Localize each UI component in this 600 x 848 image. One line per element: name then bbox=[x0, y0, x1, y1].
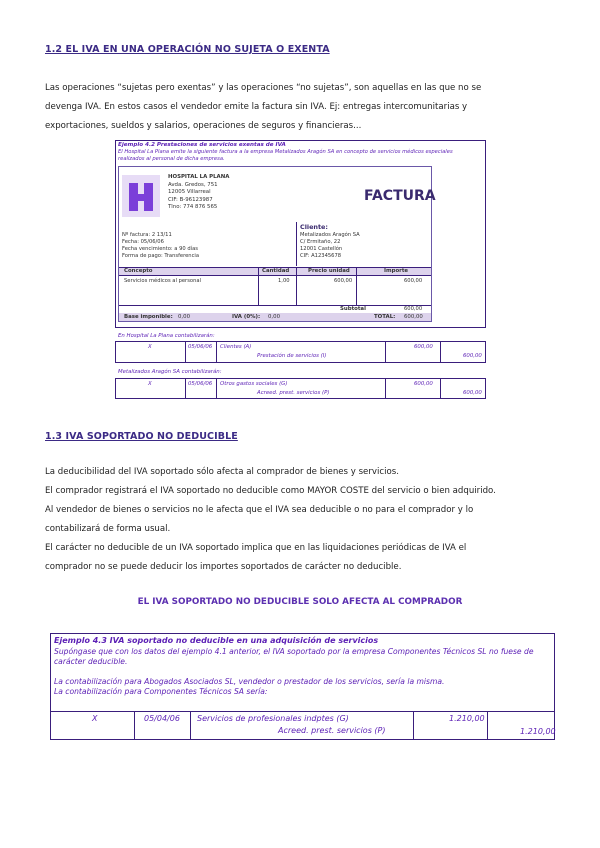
col-cantidad: Cantidad bbox=[262, 268, 290, 274]
hospital-logo-icon bbox=[122, 175, 160, 217]
text-line: carácter deducible. bbox=[54, 657, 128, 666]
ledger1-debit-amount: 600,00 bbox=[414, 344, 433, 350]
meta-line: Fecha: 05/06/06 bbox=[122, 239, 164, 245]
para-line: contabilizará de forma usual. bbox=[45, 524, 171, 534]
issuer-line: Tlno: 774 876 565 bbox=[168, 204, 218, 210]
row-concept: Servicios médicos al personal bbox=[124, 278, 201, 284]
col-precio: Precio unidad bbox=[308, 268, 350, 274]
text-line: La contabilización para Componentes Técnicos SA sería: bbox=[54, 687, 268, 696]
row-price: 600,00 bbox=[334, 278, 353, 284]
client-line: C/ Ermitaño, 22 bbox=[300, 239, 341, 245]
example-4-3-text bbox=[54, 647, 552, 697]
section-title-1-3: 1.3 IVA SOPORTADO NO DEDUCIBLE bbox=[45, 431, 238, 442]
base-value: 0,00 bbox=[178, 314, 191, 320]
ledger2-debit-account: Otros gastos sociales (G) bbox=[220, 381, 288, 387]
ledger2-credit-account: Acreed. prest. servicios (P) bbox=[257, 390, 330, 396]
example-4-2-heading: Ejemplo 4.2 Prestaciones de servicios exentas de IVA bbox=[118, 142, 286, 148]
para-line: El carácter no deducible de un IVA soportado implica que en las liquidaciones periódicas de IVA el bbox=[45, 543, 467, 553]
ledger1-date: 05/06/06 bbox=[188, 344, 213, 350]
divider bbox=[185, 378, 186, 399]
ledger3-debit-amount: 1.210,00 bbox=[449, 714, 485, 723]
divider bbox=[385, 378, 386, 399]
divider bbox=[134, 711, 135, 740]
ledger1-caption: En Hospital La Plana contabilizarán: bbox=[118, 333, 215, 339]
iva-label: IVA (0%): bbox=[232, 314, 261, 320]
ledger2-x: X bbox=[148, 381, 152, 387]
para-line: Las operaciones “sujetas pero exentas” y las operaciones “no sujetas”, son aquellas en las que no se bbox=[45, 83, 482, 93]
ledger1-credit-amount: 600,00 bbox=[463, 353, 482, 359]
intro-line: realizados al personal de dicha empresa. bbox=[118, 156, 225, 162]
text-line: Supóngase que con los datos del ejemplo 4.1 anterior, el IVA soportado por la empresa Componentes Técnicos SL no fuese de bbox=[54, 647, 534, 656]
client-divider bbox=[296, 222, 297, 266]
ledger1-x: X bbox=[148, 344, 152, 350]
subtotal-value: 600,00 bbox=[404, 306, 423, 312]
example-4-2-intro bbox=[118, 149, 453, 163]
client-line: Metalizados Aragón SA bbox=[300, 232, 360, 238]
spacer bbox=[54, 667, 552, 677]
ledger3-debit-account: Servicios de profesionales indptes (G) bbox=[197, 714, 349, 723]
issuer-block bbox=[168, 174, 229, 212]
divider bbox=[216, 341, 217, 363]
section-title-1-2: 1.2 EL IVA EN UNA OPERACIÓN NO SUJETA O EXENTA bbox=[45, 44, 330, 55]
ledger1-debit-account: Clientes (A) bbox=[220, 344, 252, 350]
invoice-meta bbox=[122, 232, 199, 260]
para-line: El comprador registrará el IVA soportado no deducible como MAYOR COSTE del servicio o bien adquirido. bbox=[45, 486, 496, 496]
example-4-3-heading: Ejemplo 4.3 IVA soportado no deducible en una adquisición de servicios bbox=[54, 636, 379, 645]
ledger2-credit-amount: 600,00 bbox=[463, 390, 482, 396]
divider bbox=[385, 341, 386, 363]
total-value: 600,00 bbox=[404, 314, 423, 320]
row-amount: 600,00 bbox=[404, 278, 423, 284]
issuer-line: 12005 Villarreal bbox=[168, 189, 211, 195]
ledger3-date: 05/04/06 bbox=[144, 714, 180, 723]
client-line: 12001 Castellón bbox=[300, 246, 343, 252]
para-line: exportaciones, sueldos y salarios, operaciones de seguros y financieras... bbox=[45, 121, 362, 131]
client-line: CIF: A12345678 bbox=[300, 253, 342, 259]
subtotal-label: Subtotal bbox=[340, 306, 366, 312]
divider bbox=[440, 341, 441, 363]
issuer-line: Avda. Gredos, 751 bbox=[168, 181, 218, 188]
divider bbox=[185, 341, 186, 363]
ledger2-debit-amount: 600,00 bbox=[414, 381, 433, 387]
ledger3-credit-amount: 1.210,00 bbox=[520, 727, 556, 736]
highlight-banner: EL IVA SOPORTADO NO DEDUCIBLE SOLO AFECTA AL COMPRADOR bbox=[137, 597, 463, 607]
divider bbox=[487, 711, 488, 740]
paragraph-1-2 bbox=[45, 79, 555, 136]
para-line: La deducibilidad del IVA soportado sólo afecta al comprador de bienes y servicios. bbox=[45, 467, 399, 477]
paragraph-1-3 bbox=[45, 463, 555, 577]
ledger3-credit-account: Acreed. prest. servicios (P) bbox=[278, 726, 386, 735]
para-line: devenga IVA. En estos casos el vendedor emite la factura sin IVA. Ej: entregas intercomunitarias y bbox=[45, 102, 468, 112]
ledger2-caption: Metalizados Aragón SA contabilizarán: bbox=[118, 369, 222, 375]
divider bbox=[296, 267, 297, 305]
col-importe: Importe bbox=[384, 268, 409, 274]
meta-line: Forma de pago: Transferencia bbox=[122, 253, 200, 259]
divider bbox=[356, 267, 357, 305]
row-qty: 1,00 bbox=[278, 278, 290, 284]
issuer-line: CIF: B-96123987 bbox=[168, 196, 213, 203]
ledger3-x: X bbox=[92, 714, 98, 723]
text-line: La contabilización para Abogados Asociados SL, vendedor o prestador de los servicios, sería la misma. bbox=[54, 677, 445, 686]
intro-line: El Hospital La Plana emite la siguiente factura a la empresa Metalizados Aragón SA en concepto de servicios médicos especiales bbox=[118, 149, 453, 155]
divider bbox=[413, 711, 414, 740]
divider bbox=[119, 305, 431, 306]
divider bbox=[440, 378, 441, 399]
base-label: Base imponible: bbox=[124, 314, 173, 320]
client-label: Cliente: bbox=[300, 223, 328, 231]
total-label: TOTAL: bbox=[374, 314, 396, 320]
para-line: Al vendedor de bienes o servicios no le afecta que el IVA sea deducible o no para el comprador y lo bbox=[45, 505, 474, 515]
col-concepto: Concepto bbox=[124, 268, 153, 274]
ledger2-date: 05/06/06 bbox=[188, 381, 213, 387]
meta-line: Fecha vencimiento: a 90 días bbox=[122, 246, 198, 252]
invoice-title: FACTURA bbox=[364, 188, 436, 204]
meta-line: Nº factura: 2 13/11 bbox=[122, 232, 172, 238]
divider bbox=[119, 275, 431, 276]
client-block bbox=[300, 232, 360, 260]
para-line: comprador no se puede deducir los importes soportados de carácter no deducible. bbox=[45, 562, 402, 572]
issuer-name: HOSPITAL LA PLANA bbox=[168, 174, 230, 180]
ledger1-credit-account: Prestación de servicios (I) bbox=[257, 353, 327, 359]
iva-value: 0,00 bbox=[268, 314, 281, 320]
divider bbox=[190, 711, 191, 740]
divider bbox=[216, 378, 217, 399]
divider bbox=[258, 267, 259, 305]
